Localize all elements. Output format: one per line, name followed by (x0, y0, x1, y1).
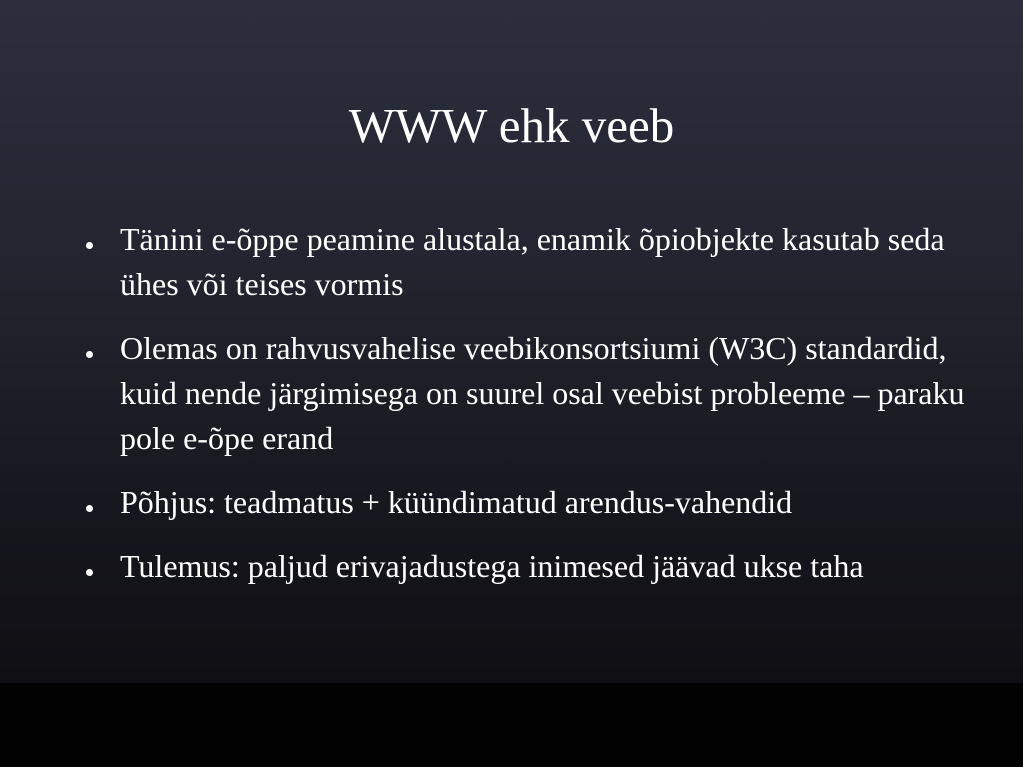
bullet-text: Tulemus: paljud erivajadustega inimesed jäävad ukse taha (120, 548, 864, 584)
bullet-text: Olemas on rahvusvahelise veebikonsortsiumi (W3C) standardid, kuid nende järgimisega on suurel osal veebist probleeme – paraku pole e-õpe erand (120, 330, 965, 456)
bullet-dot-icon (86, 242, 93, 249)
bullet-dot-icon (86, 505, 93, 512)
bottom-band (0, 683, 1023, 767)
bullet-dot-icon (86, 569, 93, 576)
bullet-item (86, 326, 986, 461)
bullet-item (86, 217, 986, 307)
bullet-item (86, 480, 986, 525)
bullet-list (86, 217, 986, 608)
bullet-dot-icon (86, 351, 93, 358)
slide-title: WWW ehk veeb (348, 98, 675, 153)
bullet-text: Tänini e-õppe peamine alustala, enamik õpiobjekte kasutab seda ühes või teises vormis (120, 221, 945, 302)
bullet-text: Põhjus: teadmatus + küündimatud arendus-vahendid (120, 484, 793, 520)
bullet-item (86, 544, 986, 589)
